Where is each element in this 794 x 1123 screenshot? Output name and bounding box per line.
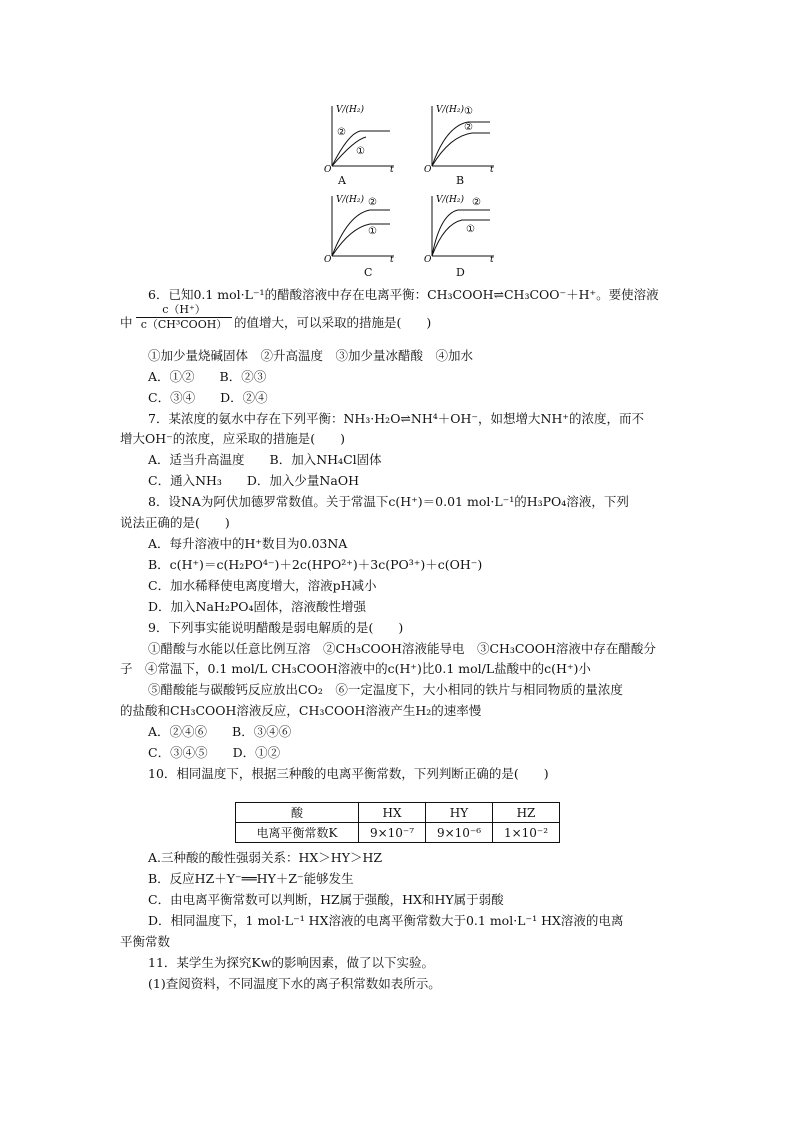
svg-text:②: ② [337,127,346,138]
q9-line1: 9．下列事实能说明醋酸是弱电解质的是( ) [148,620,404,635]
svg-text:②: ② [368,197,377,208]
q10-option-c: C．由电离平衡常数可以判断，HZ属于强酸，HX和HY属于弱酸 [148,892,504,907]
q10-option-a: A.三种酸的酸性强弱关系：HX＞HY＞HZ [148,850,383,865]
table-cell: 1×10⁻² [493,823,560,843]
figure-a [318,102,398,186]
q8-line1: 8．设NA为阿伏加德罗常数值。关于常温下c(H⁺)＝0.01 mol·L⁻¹的H₃PO₄溶液，下列 [148,494,629,509]
table-cell: 电离平衡常数K [236,823,359,843]
svg-text:V/(H₂): V/(H₂) [436,105,465,115]
table-header-cell: HZ [493,803,560,823]
svg-text:①: ① [356,146,365,157]
q6-fraction [136,303,232,332]
q9-options-1: A．②④⑥ B．③④⑥ [148,724,292,739]
q8-line2: 说法正确的是( ) [120,515,230,530]
q6-numerator: c（H⁺） [162,303,206,316]
q10-table [235,802,560,843]
svg-text:t: t [490,255,494,262]
svg-text:②: ② [464,122,473,133]
q9-line2: ①醋酸与水能以任意比例互溶 ②CH₃COOH溶液能导电 ③CH₃COOH溶液中存在醋酸分 [148,641,656,656]
q8-option-b: B．c(H⁺)＝c(H₂PO⁴⁻)＋2c(HPO²⁺)＋3c(PO³⁺)＋c(OH⁻) [148,557,483,572]
svg-text:V/(H₂): V/(H₂) [436,195,465,205]
table-header-cell: HX [359,803,426,823]
q10-line1: 10．相同温度下，根据三种酸的电离平衡常数，下列判断正确的是( ) [148,766,549,781]
figure-b-graph [418,102,498,172]
q6-denominator: c（CH³COOH） [136,317,232,332]
q7-line1: 7．某浓度的氨水中存在下列平衡：NH₃·H₂O⇌NH⁴＋OH⁻，如想增大NH⁺的浓度，而不 [148,411,644,426]
q6-items: ①加少量烧碱固体 ②升高温度 ③加少量冰醋酸 ④加水 [148,348,474,363]
q11-line2: (1)查阅资料，不同温度下水的离子积常数如表所示。 [148,976,441,991]
q9-options-2: C．③④⑤ D．①② [148,745,281,760]
svg-text:t: t [390,165,394,172]
q10-option-b: B．反应HZ＋Y⁻══HY＋Z⁻能够发生 [148,871,354,886]
q6-line1: 6．已知0.1 mol·L⁻¹的醋酸溶液中存在电离平衡：CH₃COOH⇌CH₃COO⁻＋H⁺。要使溶液 [148,287,659,302]
table-row [236,803,560,823]
q11-line1: 11．某学生为探究Kw的影响因素，做了以下实验。 [148,955,434,970]
figure-a-label: A [338,174,346,187]
q6-suffix: 的值增大，可以采取的措施是( ) [234,315,432,330]
q9-line5: 的盐酸和CH₃COOH溶液反应，CH₃COOH溶液产生H₂的速率慢 [120,703,482,718]
svg-text:O: O [424,255,432,262]
table-header-cell: 酸 [236,803,359,823]
q7-line2: 增大OH⁻的浓度，应采取的措施是( ) [120,431,346,446]
table-row [236,823,560,843]
svg-text:①: ① [466,224,475,235]
figure-c-graph [318,192,398,262]
figure-c-label: C [364,266,373,279]
q8-option-c: C．加水稀释使电离度增大，溶液pH减小 [148,578,377,593]
table-header-cell: HY [426,803,493,823]
q9-line3: 子 ④常温下，0.1 mol/L CH₃COOH溶液中的c(H⁺)比0.1 mol/L盐酸中的c(H⁺)小 [120,661,591,676]
table-cell: 9×10⁻⁶ [426,823,493,843]
figure-d [418,192,498,279]
svg-text:V/(H₂): V/(H₂) [336,195,365,205]
figure-d-label: D [456,266,465,279]
q8-option-a: A．每升溶液中的H⁺数目为0.03NA [148,536,348,551]
svg-text:O: O [324,255,332,262]
figure-b [418,102,498,186]
svg-text:V/(H₂): V/(H₂) [336,105,365,115]
q6-prefix: 中 [120,315,133,330]
q7-options-1: A．适当升高温度 B．加入NH₄Cl固体 [148,452,382,467]
table-cell: 9×10⁻⁷ [359,823,426,843]
figure-d-graph [418,192,498,262]
q10-option-d-1: D．相同温度下，1 mol·L⁻¹ HX溶液的电离平衡常数大于0.1 mol·L⁻¹ HX溶液的电离 [148,913,624,928]
q7-options-2: C．通入NH₃ D．加入少量NaOH [148,473,359,488]
svg-text:t: t [390,255,394,262]
figure-c [318,192,398,279]
q8-option-d: D．加入NaH₂PO₄固体，溶液酸性增强 [148,599,366,614]
svg-text:t: t [490,165,494,172]
q6-options-2: C．③④ D．②④ [148,390,268,405]
svg-text:O: O [424,165,432,172]
figure-b-label: B [456,174,465,187]
q10-option-d-2: 平衡常数 [120,934,171,949]
q9-line4: ⑤醋酸能与碳酸钙反应放出CO₂ ⑥一定温度下，大小相同的铁片与相同物质的量浓度 [148,682,623,697]
svg-text:①: ① [464,106,473,117]
svg-text:O: O [324,165,332,172]
svg-text:②: ② [472,197,481,208]
svg-text:①: ① [368,226,377,237]
q6-options-1: A．①② B．②③ [148,369,267,384]
figure-a-graph [318,102,398,172]
